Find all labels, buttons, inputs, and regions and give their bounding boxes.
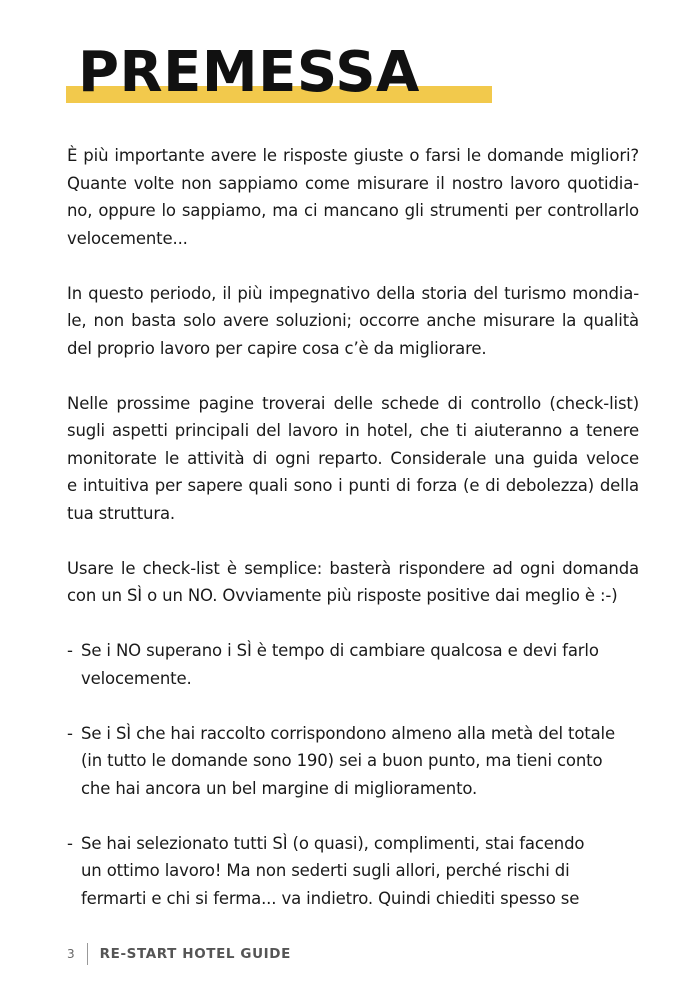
paragraph	[67, 280, 639, 363]
text-line: le, non basta solo avere soluzioni; occorre anche misurare la qualità	[67, 311, 639, 330]
text-line: Se i SÌ che hai raccolto corrispondono almeno alla metà del totale	[81, 723, 615, 743]
text-line: In questo periodo, il più impegnativo della storia del turismo mondia-	[67, 283, 639, 303]
footer-guide-title: RE-START HOTEL GUIDE	[99, 946, 291, 962]
bullet-item	[67, 830, 639, 913]
text-line: Usare le check-list è semplice: basterà rispondere ad ogni domanda	[67, 558, 639, 578]
text-line: fermarti e chi si ferma... va indietro. Quindi chiediti spesso se	[81, 888, 580, 908]
bullet-item	[67, 637, 639, 692]
text-line: con un SÌ o un NO. Ovviamente più risposte positive dai meglio è :-)	[67, 586, 618, 605]
heading	[66, 38, 496, 108]
text-line: velocemente...	[67, 228, 188, 248]
text-line: del proprio lavoro per capire cosa c’è da migliorare.	[67, 338, 487, 358]
body-text	[67, 142, 639, 940]
text-line: Quante volte non sappiamo come misurare il nostro lavoro quotidia-	[67, 173, 639, 193]
text-line: È più importante avere le risposte giuste o farsi le domande migliori?	[67, 146, 639, 165]
text-line: Se hai selezionato tutti SÌ (o quasi), complimenti, stai facendo	[81, 833, 585, 853]
paragraph	[67, 555, 639, 610]
footer-divider	[87, 943, 88, 965]
text-line: Nelle prossime pagine troverai delle schede di controllo (check-list)	[67, 393, 639, 413]
paragraph	[67, 142, 639, 252]
paragraph	[67, 390, 639, 528]
bullet-dash: -	[67, 833, 73, 853]
bullet-dash: -	[67, 723, 73, 743]
text-line: tua struttura.	[67, 503, 176, 523]
text-line: un ottimo lavoro! Ma non sederti sugli allori, perché rischi di	[81, 861, 570, 880]
text-line: velocemente.	[81, 668, 192, 688]
text-line: sugli aspetti principali del lavoro in hotel, che ti aiuteranno a tenere	[67, 421, 639, 440]
text-line: che hai ancora un bel margine di miglioramento.	[81, 778, 478, 798]
text-line: e intuitiva per sapere quali sono i punti di forza (e di debolezza) della	[67, 476, 639, 495]
text-line: no, oppure lo sappiamo, ma ci mancano gli strumenti per controllarlo	[67, 201, 639, 220]
footer	[67, 943, 291, 965]
bullet-dash: -	[67, 641, 73, 660]
text-line: (in tutto le domande sono 190) sei a buon punto, ma tieni conto	[81, 751, 603, 770]
page-title: PREMESSA	[78, 40, 420, 105]
text-line: Se i NO superano i SÌ è tempo di cambiare qualcosa e devi farlo	[81, 641, 599, 660]
text-line: monitorate le attività di ogni reparto. Considerale una guida veloce	[67, 448, 639, 468]
page-number: 3	[67, 947, 75, 961]
bullet-item	[67, 720, 639, 803]
